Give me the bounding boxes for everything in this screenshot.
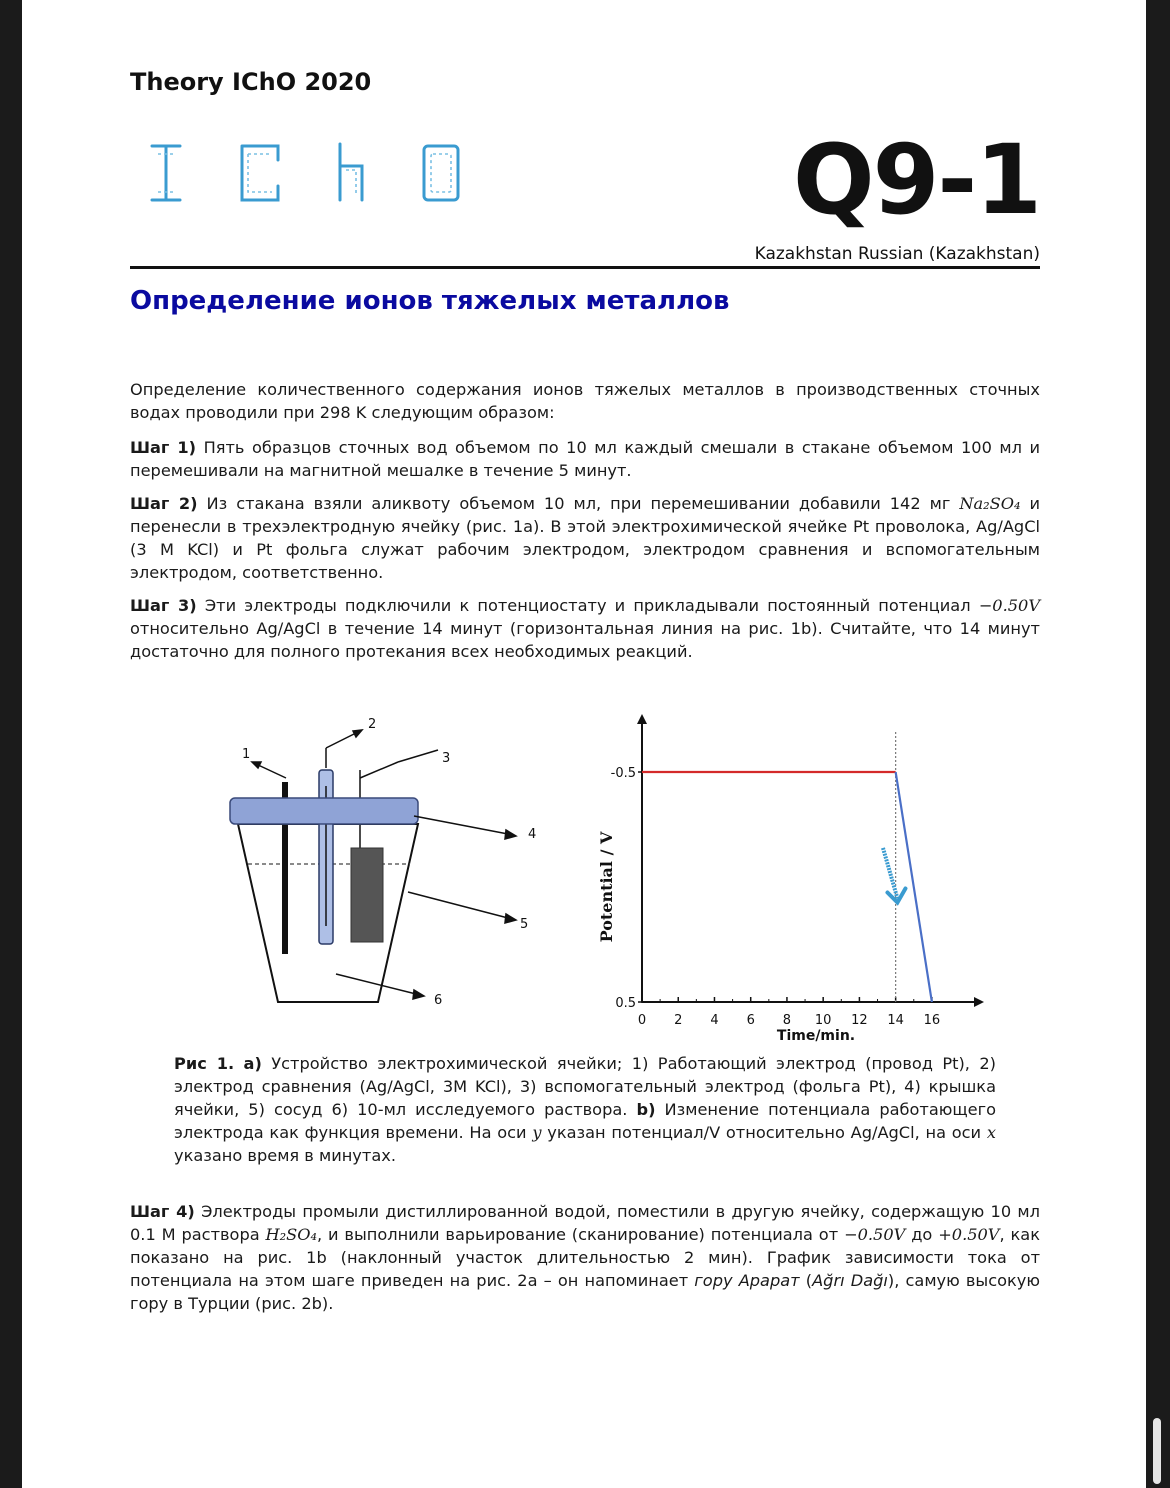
- step4-formula-3: +0.50V: [938, 1225, 1000, 1244]
- intro-paragraph: [130, 378, 1040, 424]
- counter-electrode-foil: [351, 848, 383, 942]
- label-1: 1: [242, 747, 251, 762]
- step4-italic-1: гору Арарат: [694, 1271, 800, 1290]
- step1-text: Пять образцов сточных вод объемом по 10 мл каждый смешали в стакане объемом 100 мл и перемешивали на магнитной мешалке в течение 5 минут.: [130, 438, 1040, 480]
- y-axis-label: Potential / V: [597, 831, 616, 943]
- caption-b-text-b: указан потенциал/V относительно Ag/AgCl, на оси: [547, 1123, 982, 1142]
- x-tick-label: 4: [710, 1013, 719, 1028]
- x-tick-label: 12: [851, 1013, 868, 1028]
- x-tick-label: 8: [782, 1013, 792, 1028]
- cell-diagram: [208, 706, 538, 1016]
- document-page: [22, 0, 1146, 1488]
- figure-caption: [174, 1052, 996, 1167]
- label-3: 3: [442, 751, 451, 766]
- label-2: 2: [368, 717, 377, 732]
- step2-text-b: и перенесли в трехэлектродную ячейку (рис. 1a). В этой электрохимической ячейке Pt проволока, Ag/AgCl (3 M KCl) и Pt фольга служат рабочим электродом, электродом сравнения и вспомогательным электродом, соответственно.: [130, 494, 1040, 582]
- label-5: 5: [520, 917, 529, 932]
- step3-text-a: Эти электроды подключили к потенциостату и прикладывали постоянный потенциал: [204, 596, 971, 615]
- x-tick-label: 14: [887, 1013, 904, 1028]
- step2-text-a: Из стакана взяли аликвоту объемом 10 мл, при перемешивании добавили 142 мг: [206, 494, 951, 513]
- step2-label: Шаг 2): [130, 494, 198, 513]
- y-tick-label: -0.5: [610, 766, 636, 781]
- cell-lid: [230, 798, 418, 824]
- caption-a-label: a): [243, 1054, 262, 1073]
- x-tick-label: 6: [746, 1013, 755, 1028]
- caption-b-text-a: Изменение потенциала работающего электрода как функция времени. На оси: [174, 1100, 996, 1142]
- step4-italic-2: Ağrı Dağı: [812, 1271, 888, 1290]
- x-tick-label: 2: [674, 1013, 683, 1028]
- step3-paragraph: [130, 594, 1040, 663]
- question-number: Q9-1: [792, 124, 1040, 236]
- icho-logo-icon: [144, 140, 474, 214]
- x-axis-label: Time/min.: [776, 1028, 856, 1044]
- potential-chart: [590, 706, 990, 1048]
- step4-label: Шаг 4): [130, 1202, 195, 1221]
- caption-b-text-c: указано время в минутах.: [174, 1146, 396, 1165]
- x-tick-label: 16: [923, 1013, 941, 1028]
- label-4: 4: [528, 827, 537, 842]
- step4-text-f: ), самую высокую гору в Турции (рис. 2b).: [130, 1271, 1041, 1313]
- caption-b-label: b): [636, 1100, 656, 1119]
- caption-a-text: Устройство электрохимической ячейки; 1) Работающий электрод (провод Pt), 2) электрод сравнения (Ag/AgCl, 3M KCl), 3) вспомогательный электрод (фольга Pt), 4) крышка ячейки, 5) сосуд 6) 10-мл исследуемого раствора.: [174, 1054, 996, 1119]
- step3-text-b: относительно Ag/AgCl в течение 14 минут (горизонтальная линия на рис. 1b). Считайте, что 14 минут достаточно для полного протекания всех необходимых реакций.: [130, 619, 1040, 661]
- caption-x-var: x: [986, 1123, 996, 1142]
- y-tick-label: 0.5: [615, 996, 636, 1011]
- scan-potential-line: [896, 772, 932, 1002]
- step1-paragraph: [130, 436, 1040, 482]
- step3-label: Шаг 3): [130, 596, 197, 615]
- step4-text-e: (: [805, 1271, 813, 1290]
- step4-text-b: , и выполнили варьирование (сканирование) потенциала от: [317, 1225, 839, 1244]
- x-tick-label: 10: [814, 1013, 832, 1028]
- caption-y-var: y: [532, 1123, 542, 1142]
- x-axis-arrow: [974, 997, 984, 1007]
- y-axis-arrow: [637, 714, 647, 724]
- caption-fig-label: Рис 1.: [174, 1054, 235, 1073]
- step4-text-d: , как показано на рис. 1b (наклонный участок длительностью 2 мин). График зависимости тока от потенциала на этом шаге приведен на рис. 2a – он напоминает: [130, 1225, 1040, 1290]
- header-title: Theory IChO 2020: [130, 68, 372, 96]
- language-label: Kazakhstan Russian (Kazakhstan): [754, 244, 1040, 264]
- step2-formula: Na₂SO₄: [959, 494, 1021, 513]
- step4-formula-1: H₂SO₄: [265, 1225, 317, 1244]
- step4-text-a: Электроды промыли дистиллированной водой, поместили в другую ячейку, содержащую 10 мл 0.1 M раствора: [130, 1202, 1040, 1244]
- step4-text-c: до: [911, 1225, 933, 1244]
- intro-text: Определение количественного содержания ионов тяжелых металлов в производственных сточных водах проводили при 298 K следующим образом:: [130, 380, 1040, 422]
- x-tick-label: 0: [637, 1013, 647, 1028]
- step2-paragraph: [130, 492, 1040, 584]
- step4-paragraph: [130, 1200, 1040, 1315]
- scrollbar-thumb[interactable]: [1153, 1418, 1161, 1484]
- header-divider: [130, 266, 1040, 269]
- step4-formula-2: −0.50V: [844, 1225, 906, 1244]
- step1-label: Шаг 1): [130, 438, 197, 457]
- step3-formula: −0.50V: [978, 596, 1041, 615]
- page-title: Определение ионов тяжелых металлов: [130, 286, 730, 316]
- label-6: 6: [434, 993, 443, 1008]
